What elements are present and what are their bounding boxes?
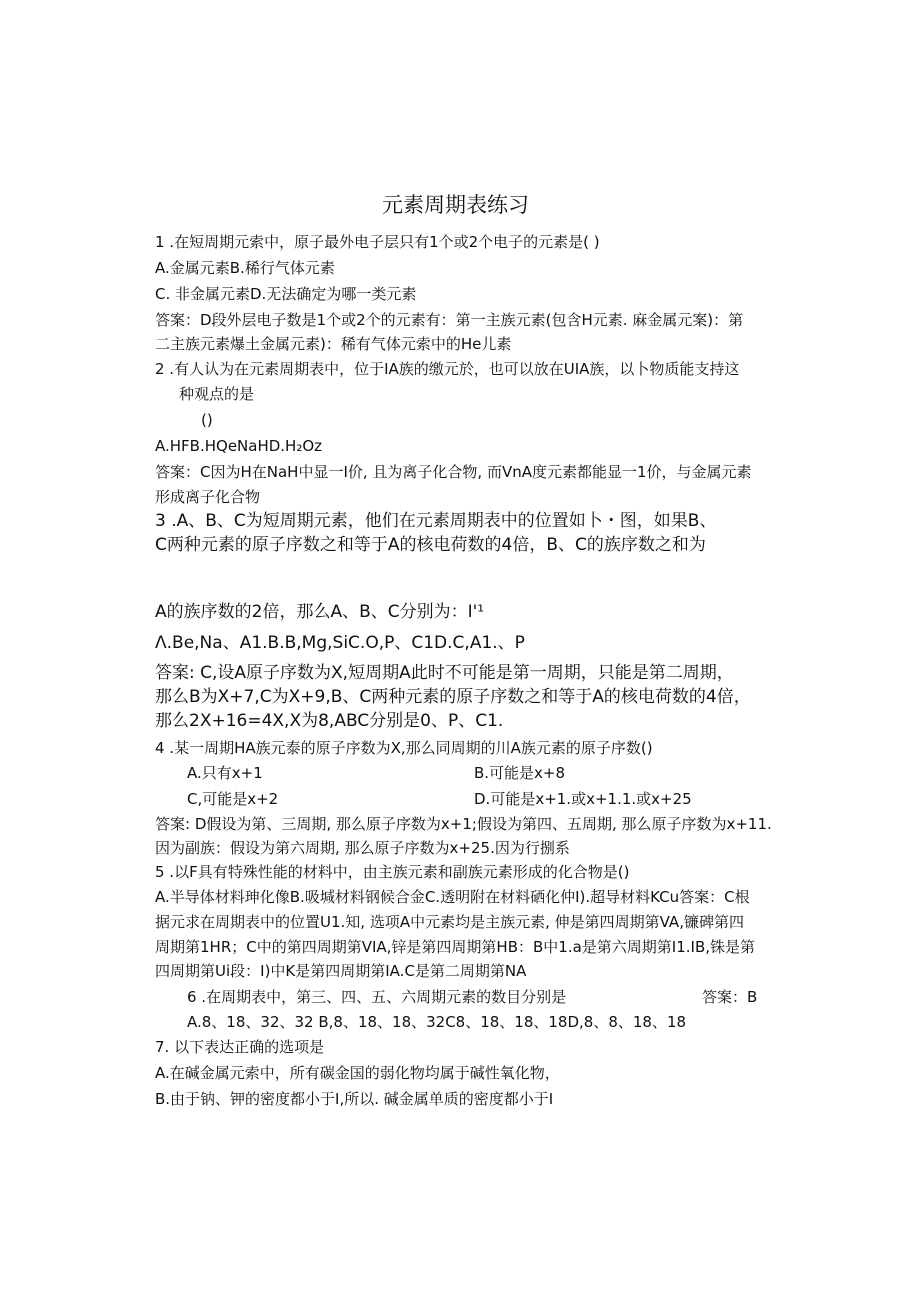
q1-options-ab: A.金属元素B.稀行气体元素: [155, 259, 335, 277]
q5-stem: 5 .以F具有特殊性能的材料中，由主族元素和副族元素形成的化合物是(): [155, 863, 630, 881]
q3-answer-line3: 那么2X+16=4X,X为8,ABC分别是0、P、C1.: [155, 711, 504, 731]
page-title: 元素周期表练习: [382, 193, 529, 217]
q3-stem-line3: A的族序数的2倍，那么A、B、C分别为：I'¹: [155, 602, 485, 622]
q4-option-d: D.可能是x+1.或x+1.1.或x+25: [474, 790, 692, 808]
q5-answer-line3: 周期第1HR；C中的第四周期第VIA,锌是第四周期第HB：B中1.a是第六周期第I1.IB,铢是第: [155, 938, 756, 956]
q1-answer-line2: 二主族元素爆土金属元素)：稀有气体元索中的He儿素: [155, 335, 512, 353]
q4-option-b: B.可能是x+8: [474, 764, 566, 782]
q5-answer-line2: 据元求在周期表中的位置U1.知, 选项A中元素均是主族元素, 伸是第四周期第VA,镰碑第四: [155, 913, 744, 931]
q2-answer-line1: 答案：C因为H在NaH中显一I价, 且为离子化合物, 而VnA度元素都能显一1价，与金属元素: [155, 463, 752, 481]
q7-option-a: A.在碱金属元索中，所有碳金国的弱化物均属于碱性氧化物，: [155, 1064, 560, 1082]
q1-stem: 1 .在短周期元索中，原子最外电子层只有1个或2个电子的元素是( ): [155, 233, 600, 251]
q3-stem-line1: 3 .A、B、C为短周期元素，他们在元素周期表中的位置如卜・图，如果B、: [155, 511, 717, 531]
q2-stem-line1: 2 .有人认为在元素周期表中，位于IA族的缴元於，也可以放在UIA族，以卜物质能支持这: [155, 360, 740, 378]
q6-stem: 6 .在周期表中，第三、四、五、六周期元素的数目分别是: [187, 988, 567, 1006]
q2-blank: (): [201, 411, 213, 429]
q1-answer-line1: 答案：D段外层电子数是1个或2个的元素有：第一主族元素(包含H元素. 麻金属元案)：第: [155, 311, 744, 329]
q7-stem: 7. 以下表达正确的选项是: [155, 1038, 325, 1056]
q6-options: A.8、18、32、32 B,8、18、18、32C8、18、18、18D,8、8、18、18: [187, 1013, 687, 1031]
q4-option-c: C,可能是x+2: [187, 790, 279, 808]
q4-option-a: A.只有x+1: [187, 764, 263, 782]
q3-answer-line1: 答案: C,设A原子序数为X,短周期A此时不可能是第一周期，只能是第二周期，: [155, 663, 734, 683]
q2-answer-line2: 形成离子化合物: [155, 488, 261, 506]
q2-options: A.HFB.HQeNaHD.H₂Oz: [155, 437, 323, 455]
q3-stem-line2: C两种元素的原子序数之和等于A的核电荷数的4倍，B、C的族序数之和为: [155, 535, 706, 555]
q4-answer-line2: 因为副族：假设为第六周期, 那么原子序数为x+25.因为行捌系: [155, 839, 570, 857]
q4-stem: 4 .某一周期HA族元泰的原子序数为X,那么同周期的川A族元素的原子序数(): [155, 739, 653, 757]
q3-options: Λ.Be,Na、A1.B.B,Mg,SiC.O,P、C1D.C,A1.、P: [155, 633, 525, 653]
q6-answer: 答案：B: [702, 988, 758, 1006]
q5-answer-line4: 四周期第Ui段：I)中K是第四周期第IA.C是第二周期第NA: [155, 962, 527, 980]
q4-answer-line1: 答案: D假设为第、三周期, 那么原子序数为x+1;假设为第四、五周期, 那么原子序数为x+11.: [155, 815, 772, 833]
q7-option-b: B.由于钠、钾的密度都小于I,所以. 碱金属单质的密度都小于I: [155, 1090, 554, 1108]
q1-options-cd: C. 非金属元素D.无法确定为哪一类元素: [155, 285, 417, 303]
q3-answer-line2: 那么B为X+7,C为X+9,B、C两种元素的原子序数之和等于A的核电荷数的4倍，: [155, 687, 751, 707]
q5-options-answer: A.半导体材料珅化像B.吸堿材料钢候合金C.透明附在材料硒化仲I).超导材料KCu答案：C根: [155, 888, 750, 906]
q2-stem-line2: 种观点的是: [179, 385, 255, 403]
